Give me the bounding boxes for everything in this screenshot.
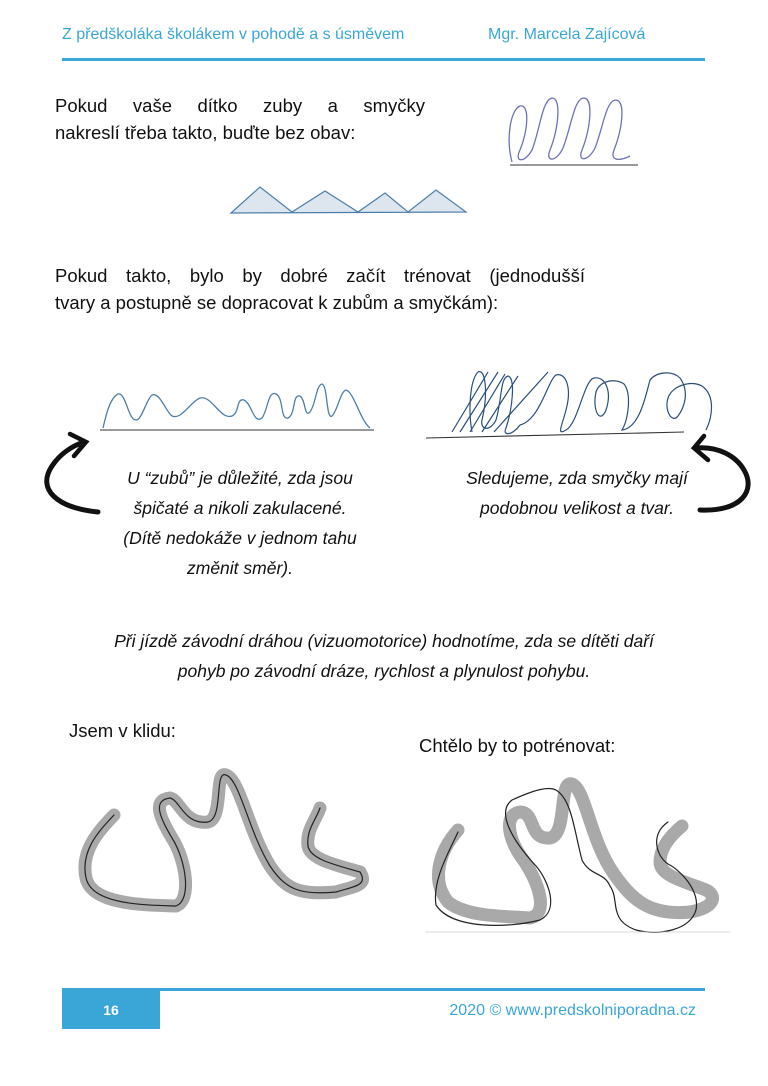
race-text [30,626,738,686]
teeth-note-line4: změnit směr). [187,558,293,578]
calm-label: Jsem v klidu: [69,720,176,741]
section2-line1: Pokud takto, bylo by dobré začít trénovat (jednodušší [55,265,585,286]
header-author: Mgr. Marcela Zajícová [488,26,646,43]
good-teeth-drawing [231,187,466,213]
practice-race-track [426,784,730,932]
section1-line2: nakreslí třeba takto, buďte bez obav: [55,122,356,143]
teeth-note-line1: U “zubů” je důležité, zda jsou [127,468,353,488]
loops-note [432,463,722,523]
practice-label: Chtělo by to potrénovat: [419,735,616,756]
teeth-note-line2: špičaté a nikoli zakulacené. [133,498,347,518]
header-title: Z předškoláka školákem v pohodě a s úsměvem [62,26,405,43]
practice-teeth-drawing [100,384,374,430]
loops-note-line2: podobnou velikost a tvar. [480,498,674,518]
race-line1: Při jízdě závodní dráhou (vizuomotorice) hodnotíme, zda se dítěti daří [114,631,654,651]
teeth-note-line3: (Dítě nedokáže v jednom tahu [123,528,357,548]
section2-line2: tvary a postupně se dopracovat k zubům a smyčkám): [55,292,499,313]
practice-loops-drawing [426,372,712,438]
race-line2: pohyb po závodní dráze, rychlost a plynulost pohybu. [177,661,591,681]
page-number: 16 [62,991,160,1029]
calm-race-track [85,775,363,906]
footer-url: 2020 © www.predskolniporadna.cz [449,1002,696,1019]
teeth-note [80,463,400,583]
good-loops-drawing [509,98,638,165]
section1-line1: Pokud vaše dítko zuby a smyčky [55,95,425,116]
loops-note-line1: Sledujeme, zda smyčky mají [466,468,688,488]
